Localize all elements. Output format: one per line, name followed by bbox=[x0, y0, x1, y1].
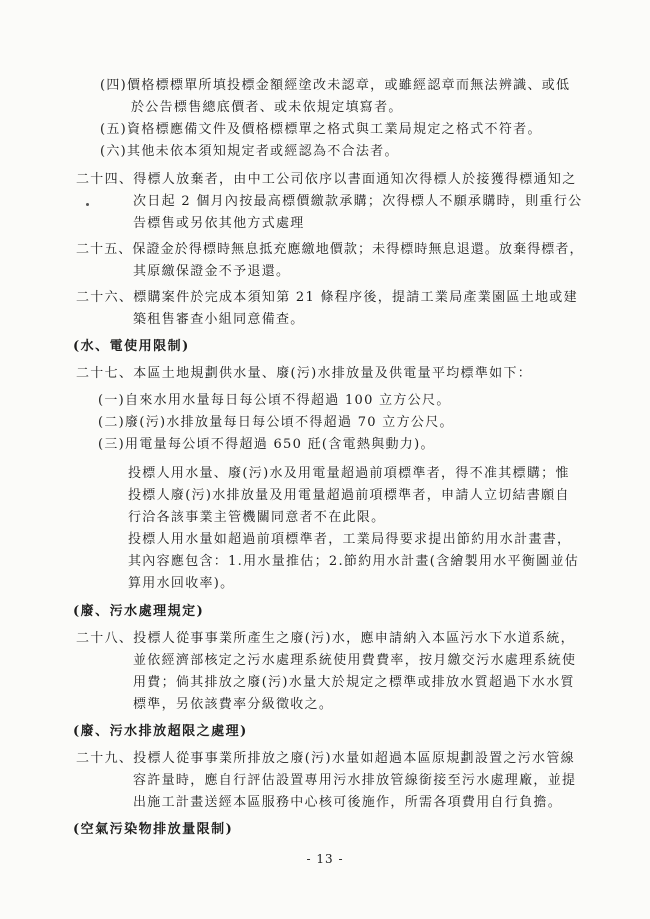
clause-25-line-2: 其原繳保證金不予退還。 bbox=[133, 264, 291, 279]
clause-27-para-2-line-3: 算用水回收率)。 bbox=[128, 576, 235, 591]
clause-28-line-4: 標準，另依該費率分級徵收之。 bbox=[133, 697, 334, 712]
clause-27-para-2-line-1: 投標人用水量如超過前項標準者，工業局得要求提出節約用水計畫書， bbox=[128, 532, 572, 547]
clause-24-line-1: 二十四、得標人放棄者，由中工公司依序以書面通知次得標人於接獲得標通知之 bbox=[76, 172, 577, 187]
clause-27-item-3: (三)用電量每公頃不得超過 650 瓩(含電熱與動力)。 bbox=[98, 437, 435, 452]
section-heading-wastewater-treatment: (廢、污水處理規定) bbox=[73, 604, 205, 619]
clause-27-para-1-line-1: 投標人用水量、廢(污)水及用電量超過前項標準者，得不准其標購；惟 bbox=[128, 466, 570, 481]
clause-27-para-1-line-3: 行洽各該事業主管機關同意者不在此限。 bbox=[128, 510, 386, 525]
clause-28-line-1: 二十八、投標人從事事業所產生之廢(污)水，應申請納入本區污水下水道系統， bbox=[76, 631, 575, 646]
clause-29-line-3: 出施工計畫送經本區服務中心核可後施作，所需各項費用自行負擔。 bbox=[133, 795, 563, 810]
item-4-line-2: 於公告標售總底價者、或未依規定填寫者。 bbox=[131, 100, 403, 115]
section-heading-water-electricity: (水、電使用限制) bbox=[73, 339, 190, 354]
clause-28-line-3: 用費；倘其排放之廢(污)水量大於規定之標準或排放水質超過下水水質 bbox=[133, 675, 575, 690]
clause-27-item-1: (一)自來水用水量每日每公頃不得超過 100 立方公尺。 bbox=[98, 393, 451, 408]
section-heading-wastewater-overlimit: (廢、污水排放超限之處理) bbox=[73, 724, 248, 739]
clause-29-line-1: 二十九、投標人從事事業所排放之廢(污)水量如超過本區原規劃設置之污水管線 bbox=[76, 751, 575, 766]
clause-27-item-2: (二)廢(污)水排放量每日每公頃不得超過 70 立方公尺。 bbox=[98, 415, 454, 430]
clause-27-para-1-line-2: 投標人廢(污)水排放量及用電量超過前項標準者，申請人立切結書願自 bbox=[128, 488, 570, 503]
clause-29-line-2: 容許量時，應自行評估設置專用污水排放管線銜接至污水處理廠，並提 bbox=[133, 773, 577, 788]
section-heading-air-pollution: (空氣污染物排放量限制) bbox=[73, 822, 234, 837]
scan-speck bbox=[86, 203, 89, 206]
clause-26-line-2: 築租售審查小組同意備查。 bbox=[133, 312, 305, 327]
page-number: - 13 - bbox=[306, 852, 344, 866]
clause-24-line-2: 次日起 2 個月內按最高標價繳款承購；次得標人不願承購時，則重行公 bbox=[133, 194, 583, 209]
clause-27-para-2-line-2: 其內容應包含：1.用水量推估；2.節約用水計畫(含繪製用水平衡圖並估 bbox=[128, 554, 580, 569]
clause-25-line-1: 二十五、保證金於得標時無息抵充應繳地價款；未得標時無息退還。放棄得標者， bbox=[76, 242, 584, 257]
clause-24-line-3: 告標售或另依其他方式處理 bbox=[133, 216, 305, 231]
item-5-line-1: (五)資格標應備文件及價格標標單之格式與工業局規定之格式不符者。 bbox=[100, 122, 542, 137]
clause-26-line-1: 二十六、標購案件於完成本須知第 21 條程序後，提請工業局產業園區土地或建 bbox=[76, 290, 578, 305]
clause-28-line-2: 並依經濟部核定之污水處理系統使用費費率，按月繳交污水處理系統使 bbox=[133, 653, 577, 668]
item-4-line-1: (四)價格標標單所填投標金額經塗改未認章，或雖經認章而無法辨識、或低 bbox=[100, 78, 571, 93]
item-6-line-1: (六)其他未依本須知規定者或經認為不合法者。 bbox=[100, 144, 399, 159]
clause-27-line-1: 二十七、本區土地規劃供水量、廢(污)水排放量及供電量平均標準如下： bbox=[76, 366, 533, 381]
